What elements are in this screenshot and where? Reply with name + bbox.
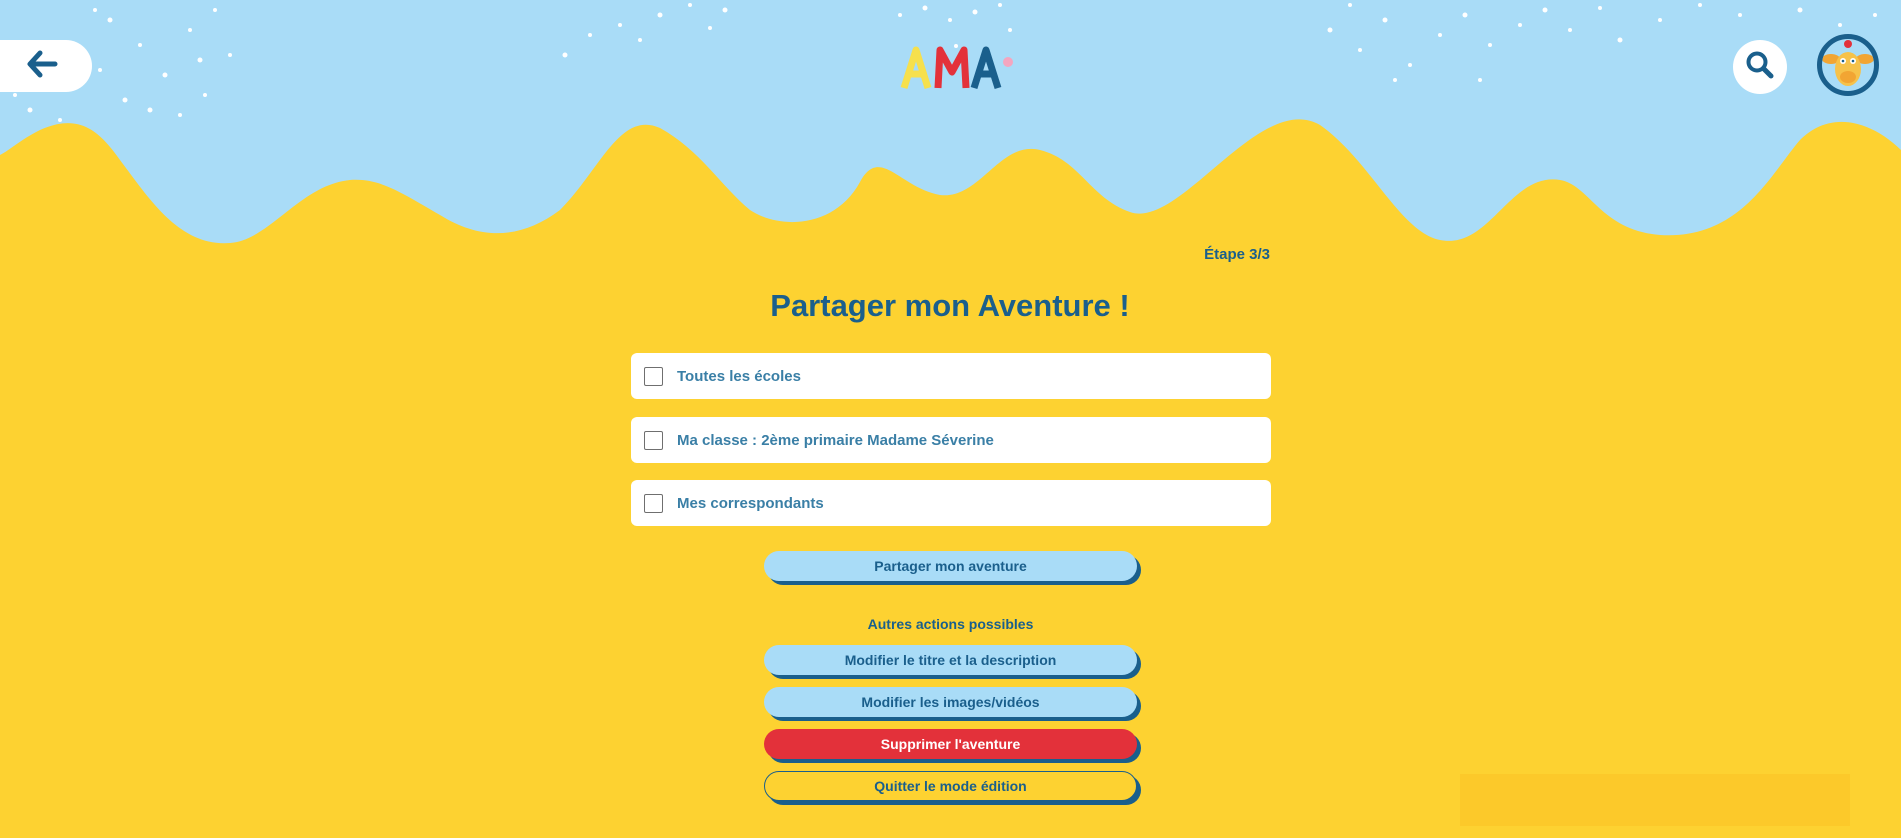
quit-edit-mode-button[interactable]: Quitter le mode édition (764, 771, 1137, 801)
page-title: Partager mon Aventure ! (770, 288, 1130, 323)
checkbox[interactable] (644, 367, 663, 386)
search-button[interactable] (1733, 40, 1787, 94)
checkbox[interactable] (644, 494, 663, 513)
back-button[interactable] (0, 40, 92, 92)
user-avatar[interactable] (1817, 34, 1879, 96)
search-icon (1745, 50, 1775, 85)
share-adventure-button[interactable]: Partager mon aventure (764, 551, 1137, 581)
other-actions-heading: Autres actions possibles (867, 616, 1034, 632)
share-option-my-class[interactable] (631, 417, 1271, 463)
share-option-label: Ma classe : 2ème primaire Madame Séverine (677, 431, 994, 449)
step-indicator: Étape 3/3 (1204, 246, 1270, 263)
faded-notification (1460, 774, 1850, 826)
sky-background (0, 0, 1901, 260)
share-option-correspondents[interactable] (631, 480, 1271, 526)
delete-adventure-button[interactable]: Supprimer l'aventure (764, 729, 1137, 759)
giraffe-avatar-icon (1822, 39, 1874, 91)
share-option-label: Mes correspondants (677, 494, 824, 512)
edit-media-button[interactable]: Modifier les images/vidéos (764, 687, 1137, 717)
ama-logo-icon (896, 40, 1016, 96)
share-option-label: Toutes les écoles (677, 367, 801, 385)
arrow-left-icon (26, 50, 58, 83)
ama-logo[interactable] (896, 40, 1016, 96)
share-option-all-schools[interactable] (631, 353, 1271, 399)
edit-title-description-button[interactable]: Modifier le titre et la description (764, 645, 1137, 675)
checkbox[interactable] (644, 431, 663, 450)
